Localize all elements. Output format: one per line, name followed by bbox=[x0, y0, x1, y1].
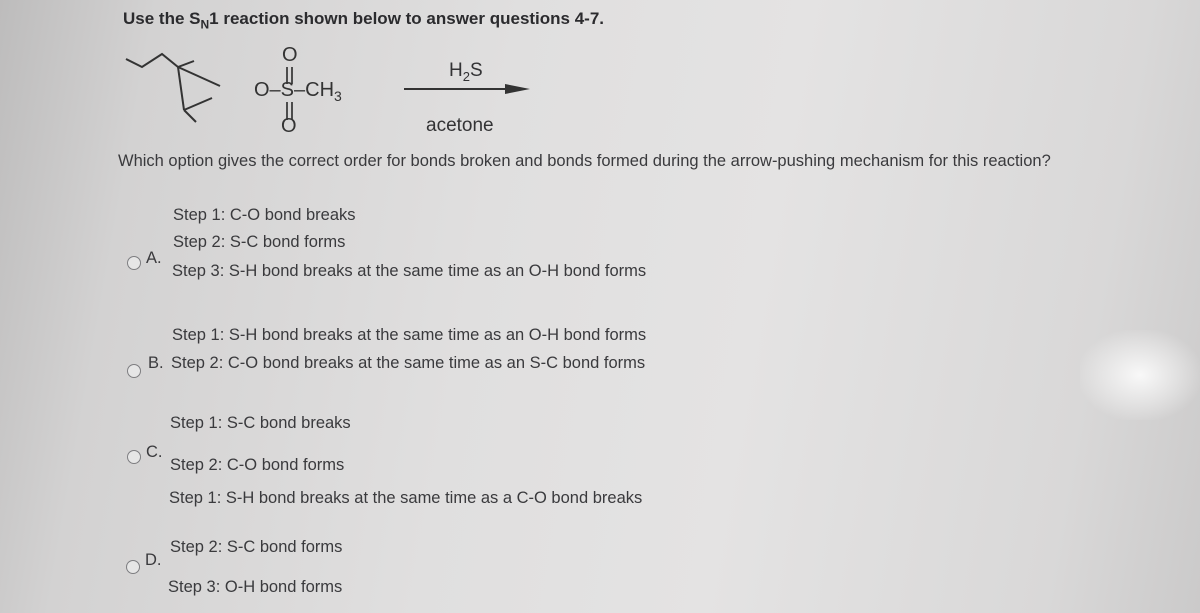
option-d-step-3[interactable]: Step 3: O-H bond forms bbox=[168, 578, 343, 596]
option-a-radio[interactable] bbox=[127, 256, 141, 270]
option-c-radio[interactable] bbox=[127, 450, 141, 464]
reaction-arrow bbox=[404, 84, 530, 94]
option-d-step-2[interactable]: Step 2: S-C bond forms bbox=[170, 538, 343, 556]
question-text: Which option gives the correct order for bonds broken and bonds formed during the arrow-pushing mechanism for this reaction? bbox=[118, 152, 1051, 170]
option-a-step-3[interactable]: Step 3: S-H bond breaks at the same time as an O-H bond forms bbox=[172, 262, 647, 280]
skeletal-structure bbox=[126, 54, 220, 122]
option-d-radio[interactable] bbox=[126, 560, 140, 574]
option-c-letter[interactable]: C. bbox=[146, 443, 163, 461]
sulfonyl-oxygen-top: O bbox=[282, 44, 298, 66]
mesylate-group-label: $O-S-CH_3$ bbox=[254, 79, 342, 104]
option-c-step-1[interactable]: Step 1: S-C bond breaks bbox=[170, 414, 351, 432]
question-header: Use the $S_N1$ reaction shown below to answer questions 4-7. bbox=[123, 9, 605, 32]
solvent-label: acetone bbox=[426, 115, 494, 136]
option-b-step-2[interactable]: Step 2: C-O bond breaks at the same time as an S-C bond forms bbox=[171, 354, 646, 372]
option-a-step-1[interactable]: Step 1: C-O bond breaks bbox=[173, 206, 356, 224]
option-a-letter[interactable]: A. bbox=[146, 249, 162, 267]
option-d-step-1[interactable]: Step 1: S-H bond breaks at the same time as a C-O bond breaks bbox=[169, 489, 643, 507]
option-b-letter[interactable]: B. bbox=[148, 354, 164, 372]
sulfonyl-oxygen-bottom: O bbox=[281, 115, 297, 137]
reagent-label: $H_2S$ bbox=[449, 60, 483, 84]
option-b-step-1[interactable]: Step 1: S-H bond breaks at the same time as an O-H bond forms bbox=[172, 326, 647, 344]
option-c-step-2[interactable]: Step 2: C-O bond forms bbox=[170, 456, 345, 474]
screen-glare bbox=[1080, 330, 1200, 420]
option-b-radio[interactable] bbox=[127, 364, 141, 378]
option-d-letter[interactable]: D. bbox=[145, 551, 162, 569]
option-a-step-2[interactable]: Step 2: S-C bond forms bbox=[173, 233, 346, 251]
